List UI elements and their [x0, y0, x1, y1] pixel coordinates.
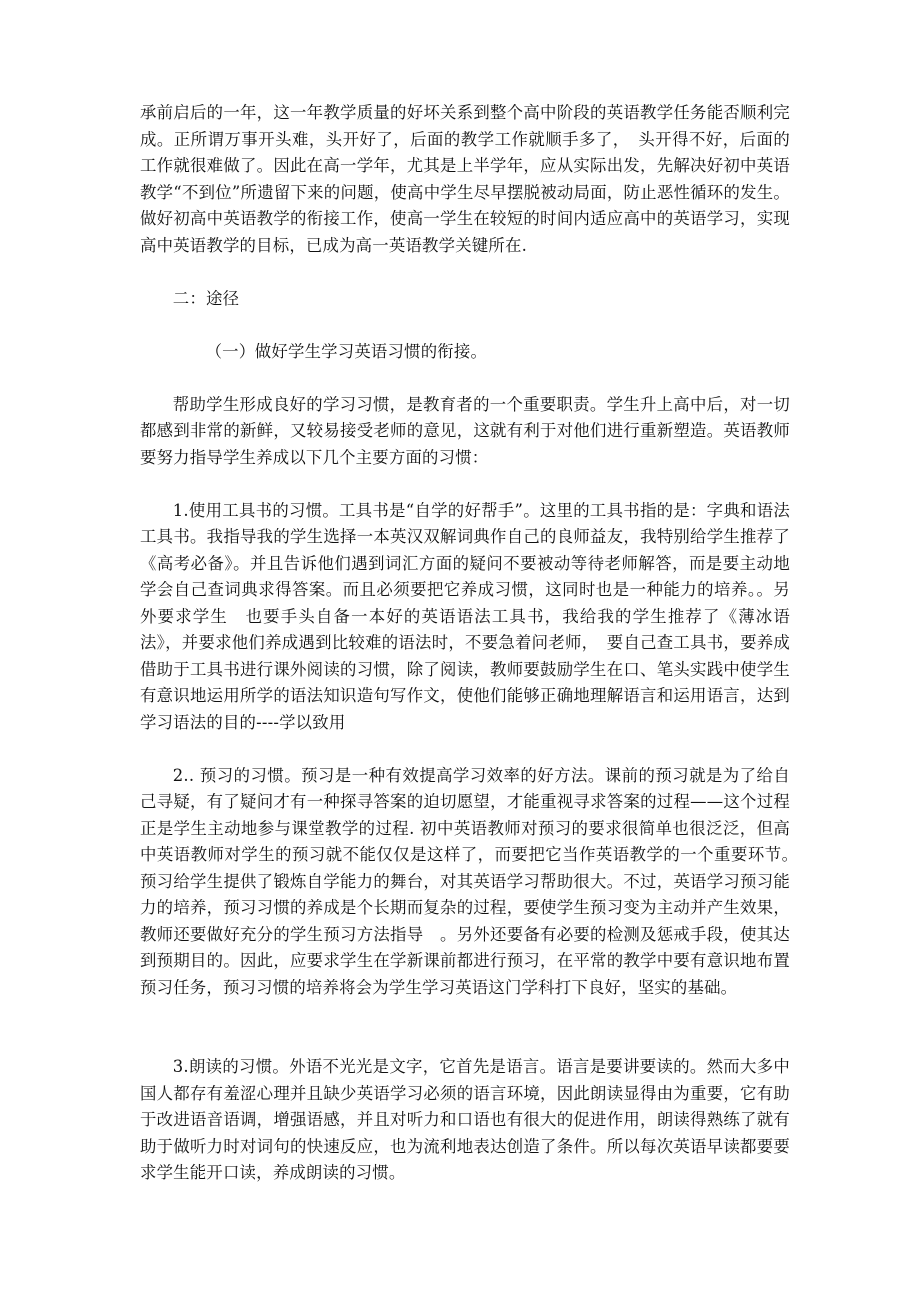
- habit-2-paragraph: 2.. 预习的习惯。预习是一种有效提高学习效率的好方法。课前的预习就是为了给自己寻疑，有了疑问才有一种探寻答案的迫切愿望，才能重视寻求答案的过程——这个过程正是学生主动地参与课堂教学的过程. 初中英语教师对预习的要求很简单也很泛泛，但高中英语教师对学生的预习就不能仅仅是这样了，而要把它当作英语教学的一个重要环节。 预习给学生提供了锻炼自学能力的舞台，对其英语学习帮助很大。不过，英语学习预习能力的培养，预习习惯的养成是个长期而复杂的过程，要使学生预习变为主动并产生效果，教师还要做好充分的学生预习方法指导 。另外还要备有必要的检测及惩戒手段，使其达到预期目的。因此，应要求学生在学新课前都进行预习，在平常的教学中要有意识地布置预习任务，预习习惯的培养将会为学生学习英语这门学科打下良好，坚实的基础。: [140, 765, 807, 997]
- section-heading: 二：途径: [172, 288, 240, 308]
- habit-1-paragraph: 1.使用工具书的习惯。工具书是“自学的好帮手”。这里的工具书指的是：字典和语法工具书。我指导我的学生选择一本英汉双解词典作自己的良师益友，我特别给学生推荐了《高考必备》。并且告诉他们遇到词汇方面的疑问不要被动等待老师解答，而是要主动地学会自己查词典求得答案。而且必须要把它养成习惯，这同时也是一种能力的培养。。另外要求学生 也要手头自备一本好的英语语法工具书，我给我的学生推荐了《薄冰语法》，并要求他们养成遇到比较难的语法时，不要急着问老师， 要自己查工具书，要养成借助于工具书进行课外阅读的习惯，除了阅读，教师要鼓励学生在口、笔头实践中使学生有意识地运用所学的语法知识造句写作文，使他们能够正确地理解语言和运用语言，达到学习语法的目的----学以致用: [140, 500, 790, 732]
- subsection-number: （一）: [205, 341, 256, 361]
- spacer: [140, 736, 790, 763]
- subsection-heading: [140, 339, 790, 366]
- intro-paragraph: 承前启后的一年，这一年教学质量的好坏关系到整个高中阶段的英语教学任务能否顺利完成。正所谓万事开头难，头开好了，后面的教学工作就顺手多了， 头开得不好，后面的工作就很难做了。因此在高一学年，尤其是上半学年，应从实际出发，先解决好初中英语教学“不到位”所遗留下来的问题，使高中学生尽早摆脱被动局面，防止恶性循环的发生。做好初高中英语教学的衔接工作，使高一学生在较短的时间内适应高中的英语学习，实现高中英语教学的目标，已成为高一英语教学关键所在.: [140, 103, 790, 255]
- spacer: [140, 1001, 790, 1054]
- spacer: [140, 471, 790, 498]
- document-body: [140, 100, 807, 1187]
- habit-3-paragraph: 3.朗读的习惯。外语不光光是文字，它首先是语言。语言是要讲要读的。然而大多中国人都存有羞涩心理并且缺少英语学习必须的语言环境，因此朗读显得由为重要，它有助于改进语音语调，增强语感，并且对听力和口语也有很大的促进作用，朗读得熟练了就有助于做听力时对词句的快速反应，也为流利地表达创造了条件。所以每次英语早读都要要求学生能开口读，养成朗读的习惯。: [140, 1057, 790, 1182]
- spacer: [140, 312, 790, 339]
- subsection-title: 做好学生学习英语习惯的衔接。: [254, 341, 488, 361]
- spacer: [140, 365, 790, 392]
- spacer: [140, 259, 790, 286]
- overview-paragraph: 帮助学生形成良好的学习习惯，是教育者的一个重要职责。学生升上高中后，对一切都感到非常的新鲜，又较易接受老师的意见，这就有利于对他们进行重新塑造。英语教师要努力指导学生养成以下几个主要方面的习惯：: [140, 394, 790, 467]
